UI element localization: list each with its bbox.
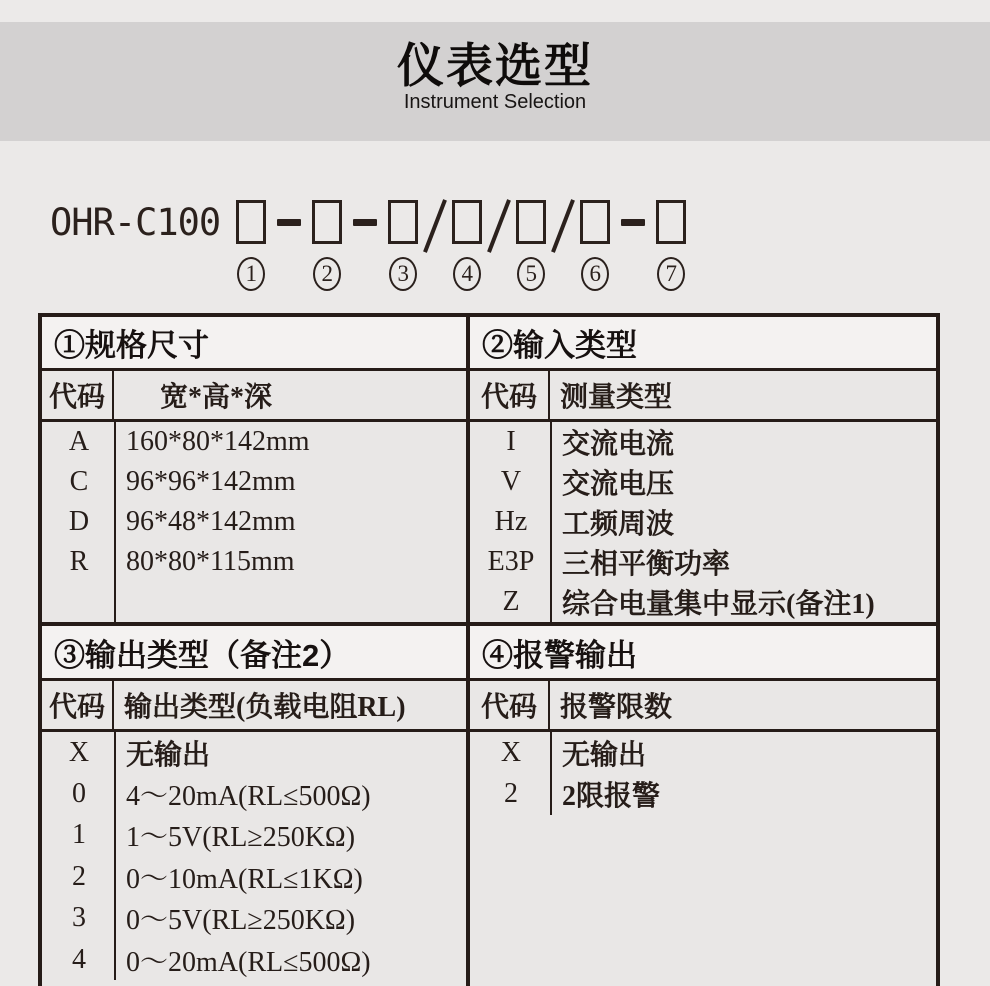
position-number-circle: 6 [581, 257, 609, 291]
section-rows [470, 422, 936, 622]
column-header-desc: 测量类型 [560, 382, 673, 413]
row-description: 交流电流 [562, 429, 675, 460]
table-row [470, 422, 936, 462]
row-code: Z [502, 586, 520, 617]
top-strip [0, 0, 990, 22]
slash-bar [487, 199, 511, 253]
column-header-row [42, 371, 466, 422]
model-code-slot [234, 200, 268, 291]
row-code: V [500, 466, 522, 497]
table-left-column [42, 317, 470, 986]
row-code: Hz [494, 506, 528, 537]
section-title-text: ④报警输出 [482, 637, 637, 673]
section-spec-size [42, 317, 466, 622]
dash-separator [353, 219, 377, 226]
row-code: R [69, 546, 89, 577]
column-header-desc: 宽*高*深 [160, 382, 273, 413]
model-code-slot [578, 200, 612, 291]
row-code: 0 [72, 778, 86, 810]
row-description: 1～5V(RL≥250KΩ) [126, 822, 356, 854]
model-code-box [312, 200, 342, 244]
row-code: 1 [72, 819, 86, 851]
row-code: A [68, 426, 90, 457]
table-row [42, 939, 466, 980]
row-code: X [68, 736, 90, 768]
table-row [42, 773, 466, 814]
model-code-box [236, 200, 266, 244]
section-title-text: ③输出类型（备注2） [54, 637, 351, 673]
table-row [470, 732, 936, 773]
slash-separator [554, 196, 572, 256]
model-code-box [656, 200, 686, 244]
row-code: 2 [72, 860, 86, 892]
model-code-slot [450, 200, 484, 291]
section-title [42, 622, 466, 681]
model-code-box [452, 200, 482, 244]
column-header-desc: 输出类型(负载电阻RL) [124, 692, 406, 723]
row-code: I [506, 426, 516, 457]
column-header-code: 代码 [42, 681, 114, 729]
row-description: 0～20mA(RL≤500Ω) [126, 946, 371, 978]
model-code-box [580, 200, 610, 244]
model-code-box [388, 200, 418, 244]
table-row [470, 542, 936, 582]
row-description: 三相平衡功率 [562, 549, 731, 580]
table-row [42, 502, 466, 542]
row-description: 160*80*142mm [126, 426, 310, 457]
row-code: D [68, 506, 90, 537]
page-header-banner [0, 22, 990, 141]
row-description: 0～5V(RL≥250KΩ) [126, 905, 356, 937]
page-title: 仪表选型 [397, 39, 593, 92]
row-description: 80*80*115mm [126, 546, 295, 577]
column-header-code: 代码 [470, 681, 550, 729]
column-header-code: 代码 [42, 371, 114, 419]
table-row [470, 773, 936, 814]
slash-separator [426, 196, 444, 256]
row-code: C [69, 466, 89, 497]
section-title-text: ①规格尺寸 [54, 328, 209, 363]
row-description: 96*48*142mm [126, 506, 296, 537]
table-row [42, 462, 466, 502]
row-description: 96*96*142mm [126, 466, 296, 497]
position-number-circle: 2 [313, 257, 341, 291]
model-code-boxes [234, 200, 688, 291]
table-row [42, 815, 466, 856]
row-code: 4 [72, 943, 86, 975]
model-code-slot [654, 200, 688, 291]
row-description: 交流电压 [562, 469, 675, 500]
row-description: 无输出 [562, 739, 647, 771]
section-title [470, 317, 936, 371]
section-alarm-output [470, 622, 936, 815]
model-code-slot [310, 200, 344, 291]
section-rows [470, 732, 936, 815]
position-number-circle: 7 [657, 257, 685, 291]
table-row [470, 502, 936, 542]
column-header-row [470, 681, 936, 732]
row-code: E3P [487, 546, 535, 577]
section-title [42, 317, 466, 371]
slash-bar [423, 199, 447, 253]
position-number-circle: 1 [237, 257, 265, 291]
row-description: 无输出 [126, 739, 211, 771]
position-number-circle: 5 [517, 257, 545, 291]
slash-bar [551, 199, 575, 253]
model-prefix: OHR-C100 [50, 201, 221, 244]
column-header-row [42, 681, 466, 732]
table-right-column [470, 317, 936, 986]
table-row [42, 542, 466, 582]
table-row [42, 898, 466, 939]
table-row [470, 582, 936, 622]
table-row [42, 856, 466, 897]
section-rows [42, 732, 466, 980]
dash-separator [277, 219, 301, 226]
table-row [42, 732, 466, 773]
page-subtitle: Instrument Selection [403, 90, 587, 113]
position-number-circle: 4 [453, 257, 481, 291]
selection-table [38, 313, 940, 986]
position-number-circle: 3 [389, 257, 417, 291]
row-code: X [500, 736, 522, 768]
table-row [470, 462, 936, 502]
model-code-slot [386, 200, 420, 291]
model-code-slot [514, 200, 548, 291]
column-header-code: 代码 [470, 371, 550, 419]
section-rows [42, 422, 466, 622]
dash-separator [621, 219, 645, 226]
row-description: 2限报警 [562, 781, 661, 813]
row-description: 工频周波 [562, 509, 675, 540]
model-code-box [516, 200, 546, 244]
section-input-type [470, 317, 936, 622]
section-title [470, 622, 936, 681]
model-code-line [50, 200, 688, 291]
section-title-text: ②输入类型 [482, 328, 637, 363]
slash-separator [490, 196, 508, 256]
row-description: 0～10mA(RL≤1KΩ) [126, 863, 363, 895]
row-description: 4～20mA(RL≤500Ω) [126, 781, 371, 813]
column-header-row [470, 371, 936, 422]
row-code: 3 [72, 902, 86, 934]
section-output-type [42, 622, 466, 980]
row-code: 2 [504, 778, 518, 810]
table-row [42, 422, 466, 462]
row-description: 综合电量集中显示(备注1) [562, 589, 875, 620]
column-header-desc: 报警限数 [560, 692, 673, 723]
